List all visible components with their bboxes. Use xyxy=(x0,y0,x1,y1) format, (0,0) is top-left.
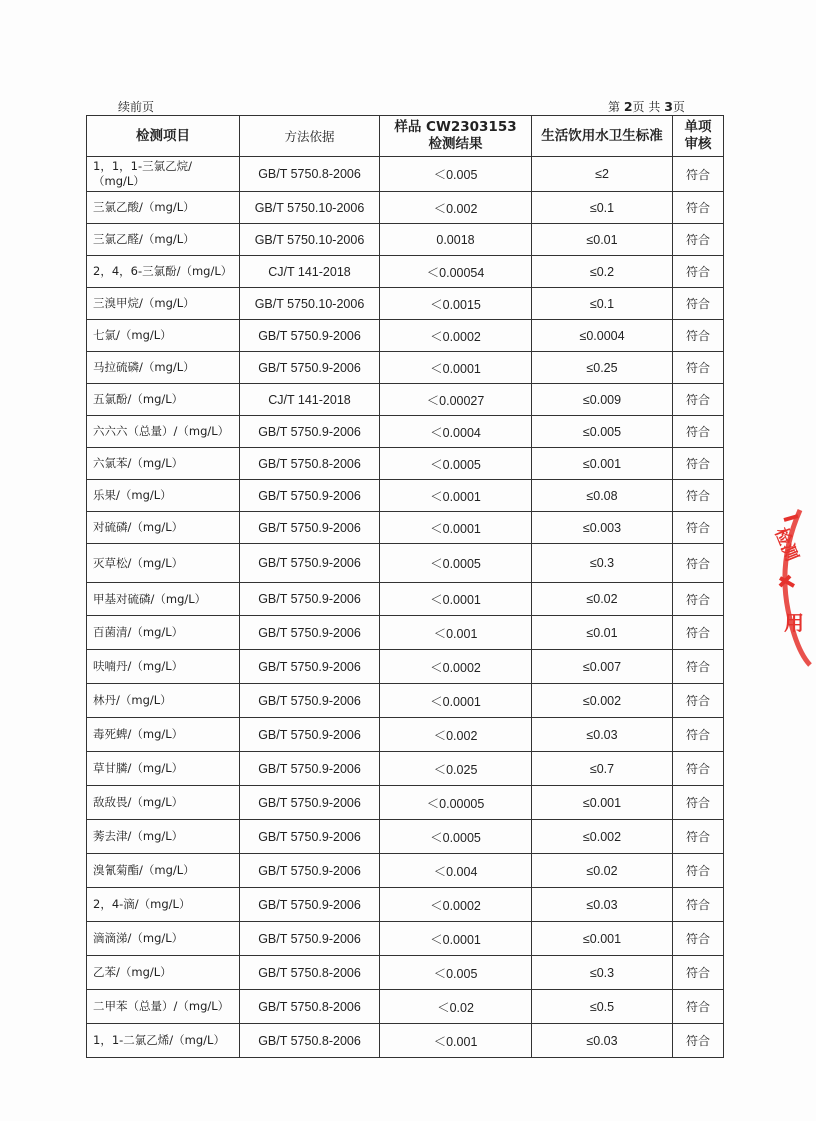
result-cell: ＜0.00005 xyxy=(380,786,532,820)
standard-limit-cell: ≤0.3 xyxy=(532,544,673,583)
method-cell: GB/T 5750.8-2006 xyxy=(240,157,380,192)
standard-limit-cell: ≤0.03 xyxy=(532,888,673,922)
item-cell: 二甲苯（总量）/（mg/L） xyxy=(87,990,240,1024)
method-cell: GB/T 5750.9-2006 xyxy=(240,650,380,684)
item-cell: 三氯乙酸/（mg/L） xyxy=(87,192,240,224)
method-cell: GB/T 5750.8-2006 xyxy=(240,956,380,990)
inspection-seal-stamp xyxy=(770,500,816,670)
result-cell: ＜0.0001 xyxy=(380,352,532,384)
standard-limit-cell: ≤0.25 xyxy=(532,352,673,384)
column-header-standard: 生活饮用水卫生标准 xyxy=(532,116,673,157)
item-cell: 甲基对硫磷/（mg/L） xyxy=(87,583,240,616)
table-row xyxy=(87,684,724,718)
method-cell: GB/T 5750.9-2006 xyxy=(240,820,380,854)
standard-limit-cell: ≤2 xyxy=(532,157,673,192)
table-row xyxy=(87,956,724,990)
method-cell: GB/T 5750.9-2006 xyxy=(240,752,380,786)
result-cell: ＜0.001 xyxy=(380,1024,532,1058)
method-cell: GB/T 5750.8-2006 xyxy=(240,448,380,480)
result-cell: ＜0.0001 xyxy=(380,512,532,544)
svg-text:检测: 检测 xyxy=(770,525,802,565)
verdict-cell: 符合 xyxy=(673,512,724,544)
item-cell: 林丹/（mg/L） xyxy=(87,684,240,718)
item-cell: 毒死蜱/（mg/L） xyxy=(87,718,240,752)
verdict-cell: 符合 xyxy=(673,288,724,320)
method-cell: GB/T 5750.9-2006 xyxy=(240,786,380,820)
standard-limit-cell: ≤0.002 xyxy=(532,820,673,854)
standard-limit-cell: ≤0.02 xyxy=(532,583,673,616)
method-cell: GB/T 5750.8-2006 xyxy=(240,990,380,1024)
item-cell: 1，1-二氯乙烯/（mg/L） xyxy=(87,1024,240,1058)
item-cell: 乐果/（mg/L） xyxy=(87,480,240,512)
item-cell: 1，1，1-三氯乙烷/（mg/L） xyxy=(87,157,240,192)
result-cell: ＜0.0005 xyxy=(380,544,532,583)
method-cell: GB/T 5750.9-2006 xyxy=(240,416,380,448)
verdict-cell: 符合 xyxy=(673,752,724,786)
standard-limit-cell: ≤0.001 xyxy=(532,922,673,956)
method-cell: CJ/T 141-2018 xyxy=(240,256,380,288)
result-cell: ＜0.02 xyxy=(380,990,532,1024)
standard-limit-cell: ≤0.1 xyxy=(532,288,673,320)
standard-limit-cell: ≤0.01 xyxy=(532,616,673,650)
verdict-cell: 符合 xyxy=(673,448,724,480)
table-row xyxy=(87,854,724,888)
table-row xyxy=(87,480,724,512)
method-cell: GB/T 5750.10-2006 xyxy=(240,192,380,224)
table-row xyxy=(87,288,724,320)
seal-graphic xyxy=(770,500,816,670)
method-cell: GB/T 5750.9-2006 xyxy=(240,888,380,922)
verdict-cell: 符合 xyxy=(673,990,724,1024)
method-cell: CJ/T 141-2018 xyxy=(240,384,380,416)
standard-limit-cell: ≤0.007 xyxy=(532,650,673,684)
standard-limit-cell: ≤0.3 xyxy=(532,956,673,990)
verdict-cell: 符合 xyxy=(673,718,724,752)
result-cell: ＜0.002 xyxy=(380,718,532,752)
method-cell: GB/T 5750.9-2006 xyxy=(240,320,380,352)
item-cell: 对硫磷/（mg/L） xyxy=(87,512,240,544)
item-cell: 七氯/（mg/L） xyxy=(87,320,240,352)
standard-limit-cell: ≤0.08 xyxy=(532,480,673,512)
item-cell: 马拉硫磷/（mg/L） xyxy=(87,352,240,384)
page-prefix: 第 xyxy=(608,100,621,114)
result-cell: ＜0.005 xyxy=(380,956,532,990)
verdict-cell: 符合 xyxy=(673,888,724,922)
method-cell: GB/T 5750.10-2006 xyxy=(240,224,380,256)
test-results-table xyxy=(86,115,724,1058)
verdict-cell: 符合 xyxy=(673,650,724,684)
result-cell: ＜0.004 xyxy=(380,854,532,888)
item-cell: 五氯酚/（mg/L） xyxy=(87,384,240,416)
table-row xyxy=(87,616,724,650)
result-cell: ＜0.0005 xyxy=(380,448,532,480)
verdict-cell: 符合 xyxy=(673,192,724,224)
standard-limit-cell: ≤0.01 xyxy=(532,224,673,256)
result-cell: ＜0.0015 xyxy=(380,288,532,320)
verdict-cell: 符合 xyxy=(673,854,724,888)
item-cell: 草甘膦/（mg/L） xyxy=(87,752,240,786)
table-row xyxy=(87,786,724,820)
table-row xyxy=(87,256,724,288)
result-cell: ＜0.0002 xyxy=(380,888,532,922)
table-row xyxy=(87,448,724,480)
table-row xyxy=(87,820,724,854)
standard-limit-cell: ≤0.2 xyxy=(532,256,673,288)
table-row xyxy=(87,224,724,256)
item-cell: 六六六（总量）/（mg/L） xyxy=(87,416,240,448)
table-row xyxy=(87,512,724,544)
verdict-cell: 符合 xyxy=(673,256,724,288)
table-row xyxy=(87,718,724,752)
result-cell: ＜0.002 xyxy=(380,192,532,224)
result-cell: ＜0.00027 xyxy=(380,384,532,416)
table-row xyxy=(87,650,724,684)
table-row xyxy=(87,990,724,1024)
page-number xyxy=(608,98,685,115)
standard-limit-cell: ≤0.02 xyxy=(532,854,673,888)
method-cell: GB/T 5750.9-2006 xyxy=(240,512,380,544)
method-cell: GB/T 5750.9-2006 xyxy=(240,480,380,512)
item-cell: 呋喃丹/（mg/L） xyxy=(87,650,240,684)
standard-limit-cell: ≤0.03 xyxy=(532,718,673,752)
continued-from-previous-label: 续前页 xyxy=(118,100,155,114)
verdict-cell: 符合 xyxy=(673,820,724,854)
result-cell: ＜0.0001 xyxy=(380,480,532,512)
verdict-cell: 符合 xyxy=(673,480,724,512)
result-cell: ＜0.025 xyxy=(380,752,532,786)
method-cell: GB/T 5750.9-2006 xyxy=(240,922,380,956)
result-cell: ＜0.0001 xyxy=(380,684,532,718)
method-cell: GB/T 5750.9-2006 xyxy=(240,544,380,583)
standard-limit-cell: ≤0.002 xyxy=(532,684,673,718)
verdict-cell: 符合 xyxy=(673,583,724,616)
item-cell: 2，4，6-三氯酚/（mg/L） xyxy=(87,256,240,288)
verdict-cell: 符合 xyxy=(673,1024,724,1058)
table-row xyxy=(87,320,724,352)
table-row xyxy=(87,1024,724,1058)
method-cell: GB/T 5750.9-2006 xyxy=(240,616,380,650)
table-row xyxy=(87,384,724,416)
table-row xyxy=(87,416,724,448)
item-cell: 三溴甲烷/（mg/L） xyxy=(87,288,240,320)
standard-limit-cell: ≤0.001 xyxy=(532,448,673,480)
method-cell: GB/T 5750.9-2006 xyxy=(240,583,380,616)
table-row xyxy=(87,583,724,616)
item-cell: 三氯乙醛/（mg/L） xyxy=(87,224,240,256)
verdict-cell: 符合 xyxy=(673,544,724,583)
verdict-cell: 符合 xyxy=(673,416,724,448)
standard-limit-cell: ≤0.001 xyxy=(532,786,673,820)
method-cell: GB/T 5750.9-2006 xyxy=(240,718,380,752)
result-cell: ＜0.00054 xyxy=(380,256,532,288)
result-cell: ＜0.0002 xyxy=(380,650,532,684)
result-cell: ＜0.0002 xyxy=(380,320,532,352)
verdict-cell: 符合 xyxy=(673,786,724,820)
method-cell: GB/T 5750.9-2006 xyxy=(240,854,380,888)
verdict-cell: 符合 xyxy=(673,616,724,650)
column-header-item: 检测项目 xyxy=(87,116,240,157)
table-row xyxy=(87,352,724,384)
item-cell: 百菌清/（mg/L） xyxy=(87,616,240,650)
method-cell: GB/T 5750.10-2006 xyxy=(240,288,380,320)
verdict-cell: 符合 xyxy=(673,384,724,416)
page-mid: 页 共 xyxy=(632,100,661,114)
item-cell: 2，4-滴/（mg/L） xyxy=(87,888,240,922)
page-current: 2 xyxy=(623,99,633,114)
table-body xyxy=(87,157,724,1058)
method-cell: GB/T 5750.9-2006 xyxy=(240,684,380,718)
table-row xyxy=(87,922,724,956)
standard-limit-cell: ≤0.005 xyxy=(532,416,673,448)
standard-limit-cell: ≤0.5 xyxy=(532,990,673,1024)
table-row xyxy=(87,192,724,224)
result-cell: ＜0.0001 xyxy=(380,583,532,616)
verdict-cell: 符合 xyxy=(673,922,724,956)
verdict-cell: 符合 xyxy=(673,224,724,256)
verdict-cell: 符合 xyxy=(673,157,724,192)
standard-limit-cell: ≤0.7 xyxy=(532,752,673,786)
column-header-verdict: 单项 审核 xyxy=(673,116,724,157)
result-cell: ＜0.0001 xyxy=(380,922,532,956)
method-cell: GB/T 5750.8-2006 xyxy=(240,1024,380,1058)
item-cell: 灭草松/（mg/L） xyxy=(87,544,240,583)
table-row xyxy=(87,752,724,786)
result-cell: ＜0.001 xyxy=(380,616,532,650)
verdict-cell: 符合 xyxy=(673,352,724,384)
item-cell: 六氯苯/（mg/L） xyxy=(87,448,240,480)
standard-limit-cell: ≤0.1 xyxy=(532,192,673,224)
result-cell: ＜0.0005 xyxy=(380,820,532,854)
item-cell: 莠去津/（mg/L） xyxy=(87,820,240,854)
item-cell: 滴滴涕/（mg/L） xyxy=(87,922,240,956)
item-cell: 乙苯/（mg/L） xyxy=(87,956,240,990)
result-cell: 0.0018 xyxy=(380,224,532,256)
item-cell: 溴氰菊酯/（mg/L） xyxy=(87,854,240,888)
verdict-cell: 符合 xyxy=(673,684,724,718)
result-cell: ＜0.0004 xyxy=(380,416,532,448)
standard-limit-cell: ≤0.009 xyxy=(532,384,673,416)
page-suffix: 页 xyxy=(672,100,685,114)
standard-limit-cell: ≤0.003 xyxy=(532,512,673,544)
verdict-cell: 符合 xyxy=(673,956,724,990)
table-row xyxy=(87,888,724,922)
method-cell: GB/T 5750.9-2006 xyxy=(240,352,380,384)
standard-limit-cell: ≤0.0004 xyxy=(532,320,673,352)
table-row xyxy=(87,544,724,583)
svg-text:用: 用 xyxy=(784,611,804,635)
table-header-row xyxy=(87,116,724,157)
standard-limit-cell: ≤0.03 xyxy=(532,1024,673,1058)
page-total: 3 xyxy=(664,99,673,114)
item-cell: 敌敌畏/（mg/L） xyxy=(87,786,240,820)
verdict-cell: 符合 xyxy=(673,320,724,352)
table-row xyxy=(87,157,724,192)
result-cell: ＜0.005 xyxy=(380,157,532,192)
column-header-method: 方法依据 xyxy=(240,116,380,157)
column-header-result: 样品 CW2303153 检测结果 xyxy=(380,116,532,157)
